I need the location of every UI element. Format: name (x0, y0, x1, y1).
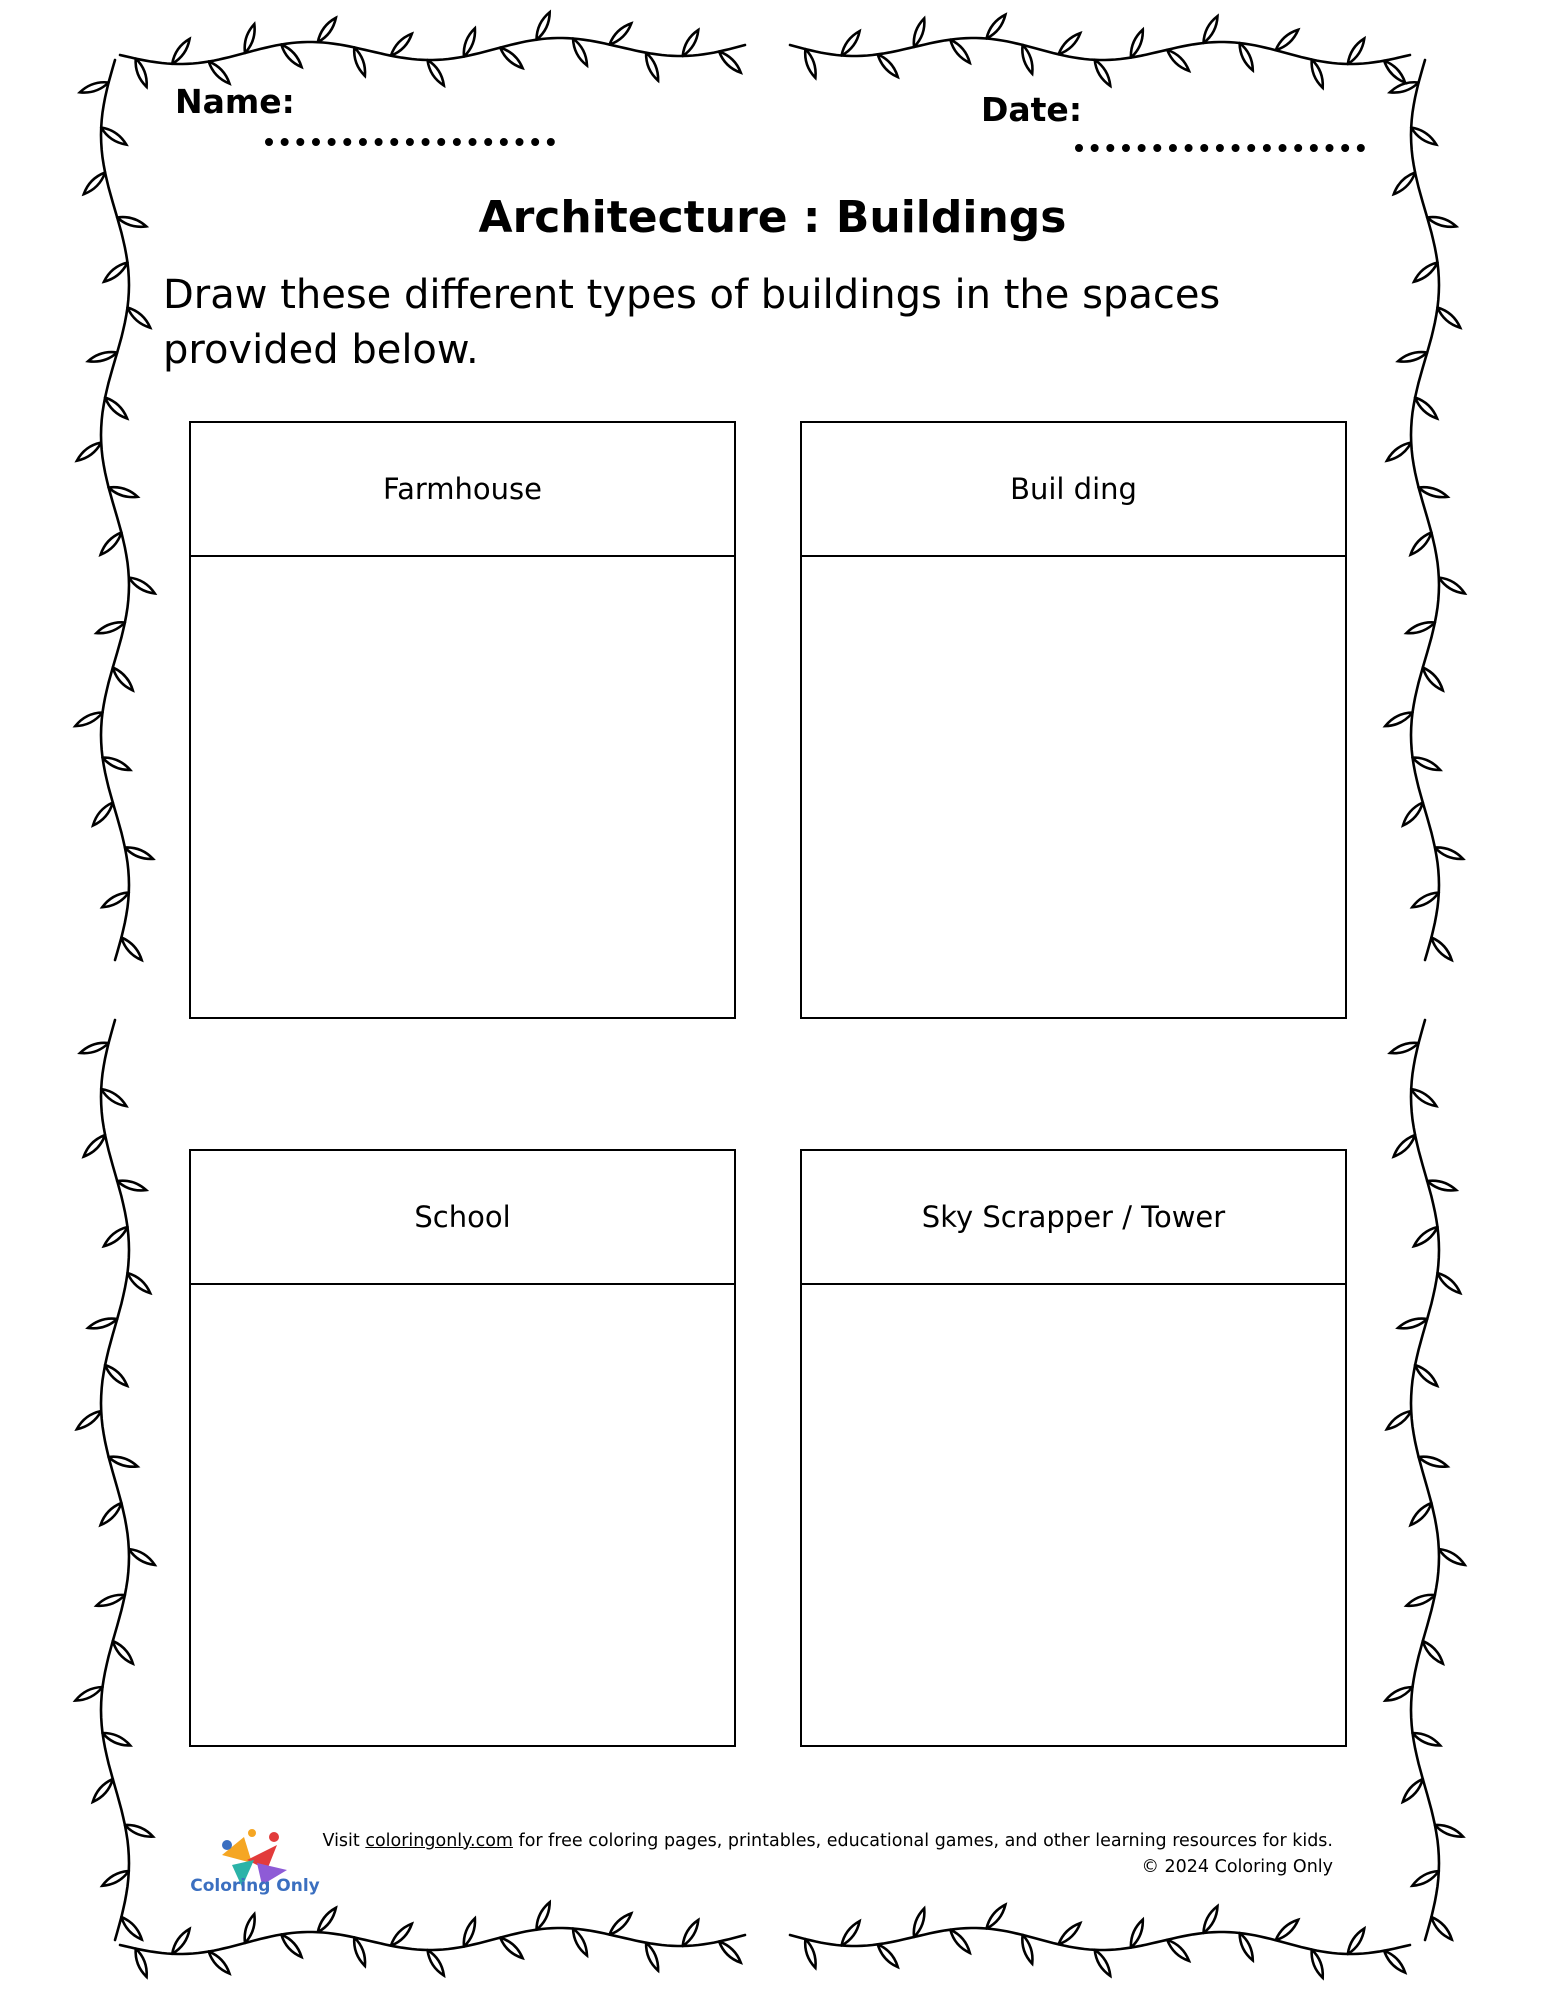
drawing-box-farmhouse (189, 421, 736, 1019)
logo-text: Coloring Only (190, 1876, 320, 1896)
box-label: Buil ding (802, 423, 1345, 557)
drawing-area[interactable] (191, 557, 734, 1017)
drawing-box-school (189, 1149, 736, 1747)
footer-copyright: © 2024 Coloring Only (1141, 1857, 1333, 1877)
footer-visit-text (322, 1831, 1333, 1851)
drawing-area[interactable] (802, 557, 1345, 1017)
footer-suffix: for free coloring pages, printables, educational games, and other learning resources for kids. (512, 1831, 1333, 1851)
box-label: School (191, 1151, 734, 1285)
footer-link[interactable]: coloringonly.com (365, 1831, 513, 1851)
drawing-box-skyscraper (800, 1149, 1347, 1747)
drawing-box-building (800, 421, 1347, 1019)
drawing-area[interactable] (191, 1285, 734, 1745)
instructions-text: Draw these different types of buildings in the spaces provided below. (163, 272, 1221, 373)
name-label: Name: (175, 82, 295, 121)
name-field[interactable] (265, 138, 555, 146)
box-label: Farmhouse (191, 423, 734, 557)
page-title: Architecture : Buildings (478, 192, 1067, 243)
drawing-area[interactable] (802, 1285, 1345, 1745)
date-label: Date: (981, 90, 1083, 129)
date-field[interactable] (1075, 144, 1365, 152)
box-label: Sky Scrapper / Tower (802, 1151, 1345, 1285)
footer-prefix: Visit (322, 1831, 366, 1851)
